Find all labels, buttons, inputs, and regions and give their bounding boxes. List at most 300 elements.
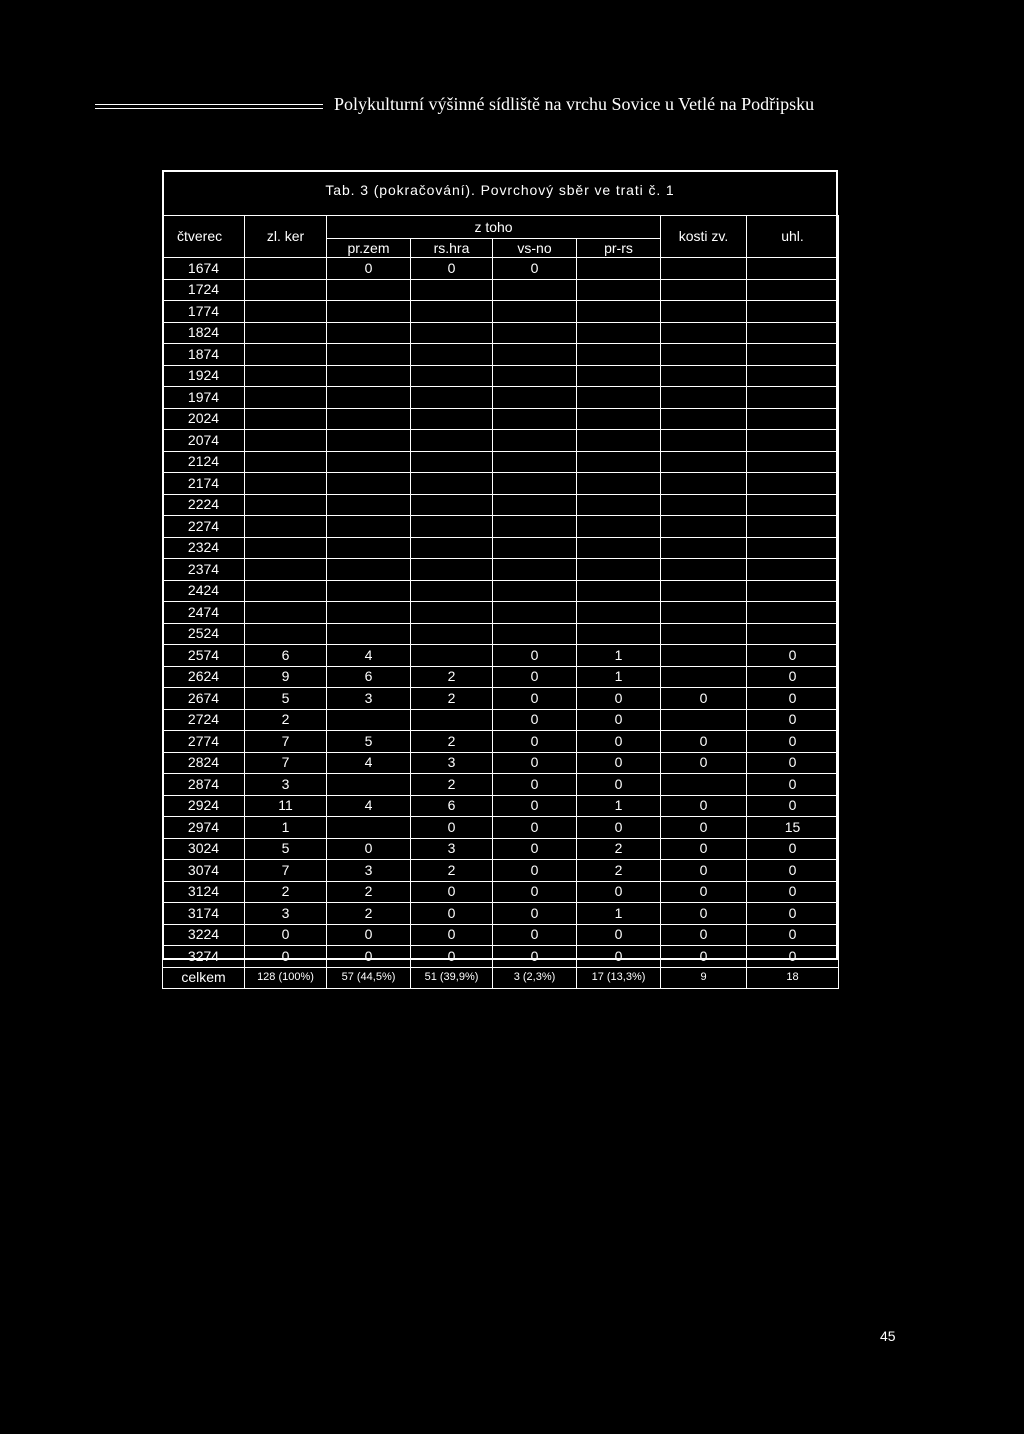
cell-ctverec: 2724 [163, 709, 245, 731]
cell-zl-ker: 0 [245, 924, 327, 946]
cell-rs-hra [411, 645, 493, 667]
cell-uhl: 0 [747, 709, 839, 731]
cell-pr-zem: 0 [327, 838, 411, 860]
header-pr-zem: pr.zem [327, 239, 411, 258]
cell-pr-rs: 0 [577, 817, 661, 839]
cell-vs-no [493, 344, 577, 366]
cell-kosti-zv [661, 258, 747, 280]
cell-ctverec: 2324 [163, 537, 245, 559]
cell-rs-hra: 2 [411, 774, 493, 796]
cell-uhl: 0 [747, 666, 839, 688]
table-row [163, 559, 839, 581]
cell-uhl: 0 [747, 731, 839, 753]
cell-rs-hra: 0 [411, 258, 493, 280]
cell-ctverec: 2874 [163, 774, 245, 796]
cell-ctverec: 2924 [163, 795, 245, 817]
cell-kosti-zv [661, 473, 747, 495]
cell-vs-no [493, 387, 577, 409]
cell-pr-rs: 0 [577, 881, 661, 903]
cell-rs-hra [411, 580, 493, 602]
cell-uhl [747, 408, 839, 430]
cell-kosti-zv: 0 [661, 903, 747, 925]
cell-uhl [747, 623, 839, 645]
cell-pr-rs [577, 430, 661, 452]
cell-vs-no [493, 408, 577, 430]
cell-ctverec: 1724 [163, 279, 245, 301]
cell-rs-hra: 6 [411, 795, 493, 817]
header-zl-ker: zl. ker [245, 216, 327, 258]
cell-uhl: 0 [747, 924, 839, 946]
cell-uhl: 0 [747, 881, 839, 903]
header-rs-hra: rs.hra [411, 239, 493, 258]
cell-vs-no [493, 322, 577, 344]
cell-zl-ker [245, 279, 327, 301]
cell-kosti-zv [661, 322, 747, 344]
cell-pr-zem: 4 [327, 752, 411, 774]
cell-ctverec: 2024 [163, 408, 245, 430]
cell-pr-zem: 5 [327, 731, 411, 753]
cell-rs-hra: 2 [411, 688, 493, 710]
cell-ctverec: 3024 [163, 838, 245, 860]
table-row [163, 924, 839, 946]
cell-zl-ker: 0 [245, 946, 327, 968]
cell-vs-no [493, 494, 577, 516]
cell-vs-no [493, 451, 577, 473]
cell-vs-no [493, 623, 577, 645]
cell-pr-zem [327, 365, 411, 387]
cell-pr-rs: 1 [577, 666, 661, 688]
cell-vs-no: 0 [493, 731, 577, 753]
cell-rs-hra: 0 [411, 946, 493, 968]
total-pr-zem: 57 (44,5%) [327, 967, 411, 988]
cell-ctverec: 2474 [163, 602, 245, 624]
cell-vs-no [493, 516, 577, 538]
cell-zl-ker [245, 494, 327, 516]
cell-zl-ker: 7 [245, 731, 327, 753]
cell-ctverec: 1974 [163, 387, 245, 409]
cell-vs-no [493, 580, 577, 602]
cell-rs-hra [411, 559, 493, 581]
cell-pr-zem: 4 [327, 645, 411, 667]
cell-zl-ker [245, 387, 327, 409]
cell-pr-zem [327, 451, 411, 473]
cell-ctverec: 2174 [163, 473, 245, 495]
header-rule [95, 104, 323, 109]
cell-rs-hra [411, 451, 493, 473]
cell-vs-no: 0 [493, 924, 577, 946]
cell-pr-rs: 1 [577, 795, 661, 817]
cell-uhl [747, 322, 839, 344]
total-uhl: 18 [747, 967, 839, 988]
cell-rs-hra [411, 430, 493, 452]
table-row [163, 322, 839, 344]
finds-table [162, 215, 839, 989]
cell-zl-ker [245, 623, 327, 645]
cell-uhl: 0 [747, 752, 839, 774]
cell-pr-rs [577, 387, 661, 409]
cell-kosti-zv [661, 451, 747, 473]
cell-ctverec: 2774 [163, 731, 245, 753]
cell-uhl: 0 [747, 860, 839, 882]
cell-zl-ker: 3 [245, 774, 327, 796]
cell-vs-no [493, 537, 577, 559]
table-row [163, 817, 839, 839]
cell-pr-rs: 0 [577, 731, 661, 753]
cell-pr-rs [577, 279, 661, 301]
cell-rs-hra [411, 365, 493, 387]
cell-zl-ker [245, 580, 327, 602]
cell-ctverec: 3174 [163, 903, 245, 925]
cell-kosti-zv: 0 [661, 817, 747, 839]
total-vs-no: 3 (2,3%) [493, 967, 577, 988]
cell-kosti-zv [661, 301, 747, 323]
header-uhl: uhl. [747, 216, 839, 258]
cell-zl-ker [245, 365, 327, 387]
table-row [163, 279, 839, 301]
cell-zl-ker [245, 322, 327, 344]
running-head: Polykulturní výšinné sídliště na vrchu Sovice u Vetlé na Podřipsku [334, 94, 815, 114]
cell-rs-hra [411, 408, 493, 430]
cell-pr-zem: 3 [327, 860, 411, 882]
table-row [163, 602, 839, 624]
cell-uhl [747, 258, 839, 280]
cell-rs-hra [411, 322, 493, 344]
cell-uhl [747, 537, 839, 559]
cell-zl-ker: 5 [245, 688, 327, 710]
cell-zl-ker: 9 [245, 666, 327, 688]
cell-rs-hra [411, 623, 493, 645]
table-row [163, 688, 839, 710]
cell-pr-zem [327, 430, 411, 452]
table-row [163, 537, 839, 559]
cell-zl-ker [245, 473, 327, 495]
cell-kosti-zv [661, 365, 747, 387]
cell-kosti-zv: 0 [661, 946, 747, 968]
cell-vs-no [493, 301, 577, 323]
cell-vs-no [493, 602, 577, 624]
page-number: 45 [880, 1328, 896, 1344]
table-row [163, 387, 839, 409]
cell-ctverec: 2224 [163, 494, 245, 516]
cell-pr-zem [327, 344, 411, 366]
cell-uhl [747, 516, 839, 538]
cell-uhl [747, 451, 839, 473]
cell-zl-ker: 2 [245, 709, 327, 731]
cell-vs-no [493, 430, 577, 452]
cell-rs-hra: 0 [411, 817, 493, 839]
cell-rs-hra [411, 344, 493, 366]
total-pr-rs: 17 (13,3%) [577, 967, 661, 988]
cell-zl-ker [245, 559, 327, 581]
cell-vs-no [493, 279, 577, 301]
cell-zl-ker: 7 [245, 752, 327, 774]
cell-uhl [747, 279, 839, 301]
cell-uhl [747, 430, 839, 452]
cell-zl-ker [245, 602, 327, 624]
cell-vs-no: 0 [493, 774, 577, 796]
cell-pr-zem [327, 817, 411, 839]
cell-ctverec: 2674 [163, 688, 245, 710]
cell-pr-rs [577, 365, 661, 387]
cell-pr-zem [327, 408, 411, 430]
cell-uhl [747, 344, 839, 366]
cell-kosti-zv: 0 [661, 731, 747, 753]
cell-ctverec: 2824 [163, 752, 245, 774]
header-pr-rs: pr-rs [577, 239, 661, 258]
cell-kosti-zv [661, 580, 747, 602]
cell-uhl [747, 301, 839, 323]
cell-rs-hra [411, 301, 493, 323]
table-row [163, 774, 839, 796]
cell-pr-rs [577, 580, 661, 602]
cell-pr-zem: 6 [327, 666, 411, 688]
cell-ctverec: 2574 [163, 645, 245, 667]
cell-kosti-zv [661, 537, 747, 559]
table-row [163, 408, 839, 430]
table-row [163, 838, 839, 860]
cell-pr-rs: 2 [577, 860, 661, 882]
cell-rs-hra [411, 473, 493, 495]
cell-pr-rs: 0 [577, 688, 661, 710]
cell-kosti-zv [661, 666, 747, 688]
cell-vs-no [493, 473, 577, 495]
cell-pr-zem [327, 387, 411, 409]
cell-pr-rs [577, 516, 661, 538]
cell-kosti-zv [661, 408, 747, 430]
cell-rs-hra [411, 516, 493, 538]
cell-ctverec: 1774 [163, 301, 245, 323]
cell-zl-ker [245, 430, 327, 452]
cell-pr-zem: 4 [327, 795, 411, 817]
cell-pr-rs: 0 [577, 709, 661, 731]
cell-rs-hra [411, 387, 493, 409]
table-row [163, 473, 839, 495]
cell-kosti-zv [661, 430, 747, 452]
cell-pr-zem [327, 473, 411, 495]
table-row [163, 645, 839, 667]
cell-uhl [747, 494, 839, 516]
cell-ctverec: 1924 [163, 365, 245, 387]
cell-uhl [747, 365, 839, 387]
cell-rs-hra: 3 [411, 838, 493, 860]
cell-pr-zem [327, 774, 411, 796]
cell-pr-zem [327, 623, 411, 645]
cell-kosti-zv [661, 387, 747, 409]
cell-rs-hra [411, 494, 493, 516]
cell-pr-zem: 0 [327, 258, 411, 280]
cell-pr-zem: 2 [327, 903, 411, 925]
table-body [163, 258, 839, 968]
cell-zl-ker: 6 [245, 645, 327, 667]
cell-pr-rs: 2 [577, 838, 661, 860]
cell-kosti-zv [661, 559, 747, 581]
total-label: celkem [163, 967, 245, 988]
cell-ctverec: 2124 [163, 451, 245, 473]
cell-vs-no: 0 [493, 258, 577, 280]
cell-kosti-zv [661, 709, 747, 731]
cell-zl-ker: 1 [245, 817, 327, 839]
cell-kosti-zv: 0 [661, 924, 747, 946]
cell-pr-zem [327, 301, 411, 323]
cell-zl-ker: 3 [245, 903, 327, 925]
cell-vs-no [493, 559, 577, 581]
cell-rs-hra: 0 [411, 881, 493, 903]
table-row [163, 666, 839, 688]
cell-zl-ker [245, 344, 327, 366]
cell-kosti-zv: 0 [661, 881, 747, 903]
cell-kosti-zv [661, 645, 747, 667]
cell-pr-rs [577, 408, 661, 430]
cell-pr-zem [327, 537, 411, 559]
cell-pr-rs: 1 [577, 903, 661, 925]
cell-ctverec: 3124 [163, 881, 245, 903]
cell-zl-ker: 11 [245, 795, 327, 817]
cell-ctverec: 3274 [163, 946, 245, 968]
cell-rs-hra [411, 602, 493, 624]
cell-pr-rs [577, 623, 661, 645]
cell-kosti-zv [661, 279, 747, 301]
cell-pr-rs [577, 494, 661, 516]
cell-uhl: 0 [747, 688, 839, 710]
cell-pr-rs: 0 [577, 924, 661, 946]
cell-vs-no: 0 [493, 645, 577, 667]
cell-pr-rs [577, 301, 661, 323]
table-caption: Tab. 3 (pokračování). Povrchový sběr ve trati č. 1 [325, 182, 675, 198]
cell-pr-rs [577, 602, 661, 624]
cell-rs-hra: 0 [411, 924, 493, 946]
cell-pr-zem [327, 516, 411, 538]
cell-ctverec: 2624 [163, 666, 245, 688]
cell-pr-rs [577, 344, 661, 366]
cell-ctverec: 1874 [163, 344, 245, 366]
cell-uhl [747, 559, 839, 581]
cell-vs-no [493, 365, 577, 387]
cell-pr-rs [577, 559, 661, 581]
cell-pr-zem [327, 709, 411, 731]
table-row [163, 623, 839, 645]
cell-rs-hra: 2 [411, 860, 493, 882]
table-row [163, 731, 839, 753]
cell-kosti-zv: 0 [661, 838, 747, 860]
cell-vs-no: 0 [493, 666, 577, 688]
cell-vs-no: 0 [493, 881, 577, 903]
cell-rs-hra: 2 [411, 666, 493, 688]
cell-kosti-zv [661, 774, 747, 796]
total-zl-ker: 128 (100%) [245, 967, 327, 988]
cell-pr-zem [327, 322, 411, 344]
cell-zl-ker [245, 258, 327, 280]
cell-kosti-zv: 0 [661, 688, 747, 710]
cell-zl-ker: 2 [245, 881, 327, 903]
table-row [163, 580, 839, 602]
cell-pr-rs [577, 258, 661, 280]
cell-ctverec: 2974 [163, 817, 245, 839]
cell-uhl: 0 [747, 838, 839, 860]
cell-ctverec: 2524 [163, 623, 245, 645]
cell-zl-ker [245, 516, 327, 538]
cell-vs-no: 0 [493, 688, 577, 710]
cell-kosti-zv: 0 [661, 752, 747, 774]
table-row [163, 516, 839, 538]
cell-kosti-zv [661, 623, 747, 645]
cell-uhl [747, 580, 839, 602]
cell-uhl: 15 [747, 817, 839, 839]
cell-pr-zem [327, 580, 411, 602]
cell-kosti-zv: 0 [661, 860, 747, 882]
cell-vs-no: 0 [493, 752, 577, 774]
cell-rs-hra [411, 537, 493, 559]
table-row [163, 494, 839, 516]
header-kosti-zv: kosti zv. [661, 216, 747, 258]
cell-ctverec: 1824 [163, 322, 245, 344]
cell-zl-ker: 7 [245, 860, 327, 882]
cell-kosti-zv [661, 344, 747, 366]
cell-ctverec: 2424 [163, 580, 245, 602]
cell-vs-no: 0 [493, 817, 577, 839]
cell-pr-zem [327, 602, 411, 624]
table-row [163, 795, 839, 817]
cell-pr-zem: 0 [327, 946, 411, 968]
cell-vs-no: 0 [493, 838, 577, 860]
cell-rs-hra [411, 279, 493, 301]
table-row [163, 365, 839, 387]
cell-kosti-zv [661, 602, 747, 624]
cell-pr-rs: 1 [577, 645, 661, 667]
table-row [163, 344, 839, 366]
cell-pr-rs [577, 322, 661, 344]
cell-uhl: 0 [747, 946, 839, 968]
cell-uhl [747, 387, 839, 409]
table-row [163, 451, 839, 473]
cell-uhl [747, 473, 839, 495]
table-row [163, 881, 839, 903]
cell-rs-hra: 0 [411, 903, 493, 925]
cell-pr-zem [327, 279, 411, 301]
cell-uhl: 0 [747, 903, 839, 925]
cell-vs-no: 0 [493, 795, 577, 817]
cell-ctverec: 2274 [163, 516, 245, 538]
cell-rs-hra [411, 709, 493, 731]
cell-uhl: 0 [747, 645, 839, 667]
cell-vs-no: 0 [493, 903, 577, 925]
cell-rs-hra: 2 [411, 731, 493, 753]
total-rs-hra: 51 (39,9%) [411, 967, 493, 988]
cell-ctverec: 2374 [163, 559, 245, 581]
cell-kosti-zv: 0 [661, 795, 747, 817]
table-row [163, 752, 839, 774]
cell-uhl: 0 [747, 795, 839, 817]
cell-ctverec: 2074 [163, 430, 245, 452]
cell-ctverec: 1674 [163, 258, 245, 280]
table-row [163, 709, 839, 731]
cell-pr-zem: 2 [327, 881, 411, 903]
cell-zl-ker [245, 451, 327, 473]
cell-zl-ker: 5 [245, 838, 327, 860]
cell-vs-no: 0 [493, 946, 577, 968]
cell-kosti-zv [661, 516, 747, 538]
header-ctverec: čtverec [163, 216, 245, 258]
total-kosti-zv: 9 [661, 967, 747, 988]
total-row [163, 967, 839, 988]
cell-pr-rs [577, 473, 661, 495]
cell-kosti-zv [661, 494, 747, 516]
cell-pr-rs: 0 [577, 752, 661, 774]
table-row [163, 430, 839, 452]
cell-pr-rs: 0 [577, 946, 661, 968]
cell-uhl [747, 602, 839, 624]
cell-ctverec: 3224 [163, 924, 245, 946]
table-row [163, 903, 839, 925]
